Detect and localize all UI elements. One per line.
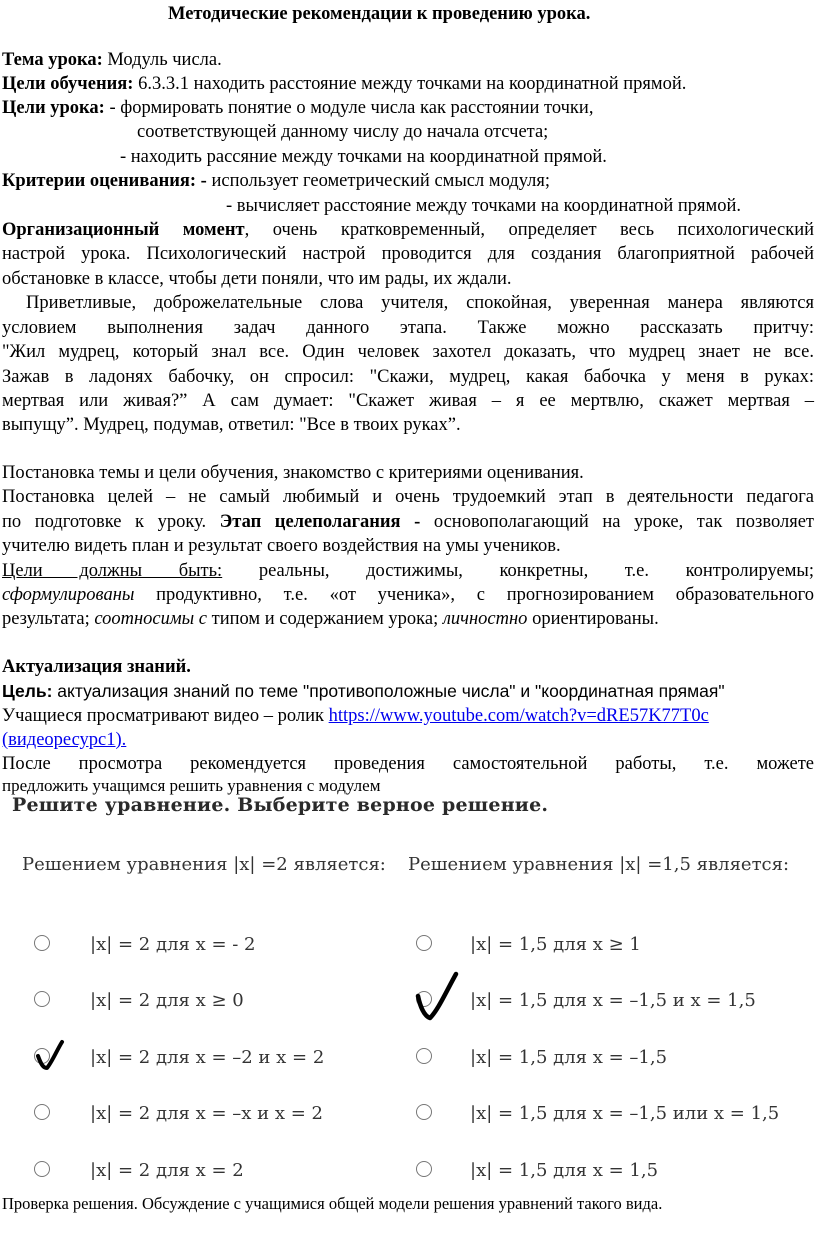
- left-option-3-label: |x| = 2 для x = –2 и x = 2: [90, 1047, 325, 1068]
- after-video-line-1: После просмотра рекомендуется проведения самостоятельной работы, т.е. можете: [2, 754, 814, 774]
- left-option-2-radio[interactable]: [34, 991, 50, 1007]
- goal-setting-line-2a: по подготовке к уроку.: [2, 512, 220, 532]
- learning-goals-label: Цели обучения:: [2, 74, 134, 94]
- right-option-4-label: |x| = 1,5 для x = –1,5 или x = 1,5: [470, 1103, 780, 1124]
- goal-setting-line-6e: ориентированы.: [527, 609, 659, 629]
- right-option-2-label: |x| = 1,5 для x = –1,5 и x = 1,5: [470, 990, 756, 1011]
- parable-line-2: условием выполнения задач данного этапа. Также можно рассказать притчу:: [2, 318, 814, 338]
- org-moment-line-3: обстановке в классе, чтобы дети поняли, что им рады, их ждали.: [2, 269, 512, 289]
- quiz-right-heading: Решением уравнения |x| =1,5 является:: [408, 854, 790, 875]
- left-option-4-radio[interactable]: [34, 1104, 50, 1120]
- video-prefix: Учащиеся просматривают видео – ролик: [2, 706, 329, 726]
- left-option-1-label: |x| = 2 для x = - 2: [90, 934, 256, 955]
- criteria-line-1: [2, 170, 550, 193]
- goal-setting-stage-label: Этап целеполагания -: [219, 512, 421, 532]
- org-moment-text-1: , очень кратковременный, определяет весь психологический: [244, 220, 814, 240]
- right-option-3-radio[interactable]: [416, 1048, 432, 1064]
- org-moment-line-2: настрой урока. Психологический настрой проводится для создания благоприятной рабочей: [2, 244, 814, 264]
- video-link[interactable]: https://www.youtube.com/watch?v=dRE57K77T0c: [328, 706, 709, 726]
- lesson-goals-line-3: - находить рассяние между точками на координатной прямой.: [120, 147, 607, 167]
- video-line: [2, 705, 709, 728]
- goal-setting-line-2c: основополагающий на уроке, так позволяет: [420, 512, 815, 532]
- actualization-goal-line: [2, 680, 725, 703]
- goal-setting-line-5: [2, 584, 814, 607]
- goal-setting-line-4b: реальны, достижимы, конкретны, т.е. контролируемы;: [222, 561, 814, 581]
- actualization-goal-label: Цель:: [2, 681, 53, 701]
- quiz-image: [0, 788, 816, 1190]
- left-option-5-label: |x| = 2 для x = 2: [90, 1160, 244, 1181]
- criteria-text-1: использует геометрический смысл модуля;: [206, 171, 551, 191]
- goal-setting-line-6b: соотносимы с: [94, 609, 208, 629]
- goal-setting-line-5b: продуктивно, т.е. «от ученика», с прогнозированием образовательного: [134, 585, 814, 605]
- quiz-left-heading: Решением уравнения |x| =2 является:: [22, 854, 386, 875]
- lesson-goals-text-1: - формировать понятие о модуле числа как расстоянии точки,: [104, 98, 594, 118]
- lesson-goals-label: Цели урока:: [2, 98, 105, 118]
- criteria-label: Критерии оценивания: -: [2, 171, 207, 191]
- right-option-5-radio[interactable]: [416, 1161, 432, 1177]
- goal-setting-line-6d: личностно: [442, 609, 528, 629]
- goal-setting-line-6a: результата;: [2, 609, 95, 629]
- goal-setting-line-2: [2, 511, 814, 534]
- right-option-1-label: |x| = 1,5 для x ≥ 1: [470, 934, 641, 955]
- parable-line-5: мертвая или живая?” А сам думает: "Скажет живая – я ее мертвлю, скажет мертвая –: [2, 391, 814, 411]
- learning-goals-line: [2, 73, 686, 96]
- left-option-4-label: |x| = 2 для х = –x и x = 2: [90, 1103, 323, 1124]
- topic-label: Тема урока:: [2, 50, 103, 70]
- goal-setting-line-1: Постановка целей – не самый любимый и очень трудоемкий этап в деятельности педагога: [2, 487, 814, 507]
- goal-setting-line-5a: сформулированы: [2, 585, 135, 605]
- goal-setting-line-6c: типом и содержанием урока;: [207, 609, 443, 629]
- goal-setting-line-6: [2, 608, 659, 631]
- left-option-1-radio[interactable]: [34, 935, 50, 951]
- lesson-goals-line-2: соответствующей данному числу до начала отсчета;: [137, 122, 549, 142]
- goal-setting-line-3: учителю видеть план и результат своего воздействия на умы учеников.: [2, 536, 561, 556]
- org-moment-label: Организационный момент: [2, 220, 245, 240]
- left-option-2-label: |x| = 2 для x ≥ 0: [90, 990, 244, 1011]
- right-option-4-radio[interactable]: [416, 1104, 432, 1120]
- parable-line-4: Зажав в ладонях бабочку, он спросил: "Скажи, мудрец, какая бабочка у меня в руках:: [2, 367, 814, 387]
- parable-line-3: "Жил мудрец, который знал все. Один человек захотел доказать, что мудрец знает не все.: [2, 342, 814, 362]
- actualization-goal-text: актуализация знаний по теме "противоположные числа" и "координатная прямая": [52, 681, 725, 701]
- page-title: Методические рекомендации к проведению урока.: [168, 4, 591, 24]
- left-option-5-radio[interactable]: [34, 1161, 50, 1177]
- actualization-heading: Актуализация знаний.: [2, 657, 191, 677]
- right-option-5-label: |x| = 1,5 для x = 1,5: [470, 1160, 659, 1181]
- org-moment-line-1: [2, 219, 814, 242]
- criteria-line-2: - вычисляет расстояние между точками на координатной прямой.: [226, 196, 741, 216]
- right-option-2-checkmark-icon: [408, 968, 466, 1028]
- video-resource-link[interactable]: (видеоресурс1).: [2, 730, 127, 750]
- parable-line-6: выпущу”. Мудрец, подумав, ответил: "Все в твоих руках”.: [2, 415, 461, 435]
- goals-must-be-label: Цели должны быть:: [2, 561, 223, 581]
- topic-line: [2, 49, 222, 72]
- quiz-title: Решите уравнение. Выберите верное решение.: [12, 794, 549, 816]
- after-video-line-2: предложить учащимся решить уравнения с модулем: [2, 776, 381, 795]
- lesson-goals-line-1: [2, 97, 593, 120]
- footer-text: Проверка решения. Обсуждение с учащимися общей модели решения уравнений такого вида.: [2, 1194, 663, 1213]
- goal-setting-heading: Постановка темы и цели обучения, знакомство с критериями оценивания.: [2, 463, 584, 483]
- parable-line-1: Приветливые, доброжелательные слова учителя, спокойная, уверенная манера являются: [26, 293, 814, 313]
- right-option-1-radio[interactable]: [416, 935, 432, 951]
- left-option-3-checkmark-icon: [30, 1034, 72, 1076]
- learning-goals-value: 6.3.3.1 находить расстояние между точками на координатной прямой.: [133, 74, 687, 94]
- right-option-3-label: |x| = 1,5 для x = –1,5: [470, 1047, 668, 1068]
- topic-value: Модуль числа.: [102, 50, 222, 70]
- goal-setting-line-4: [2, 560, 814, 583]
- video-resource-line: [2, 729, 126, 752]
